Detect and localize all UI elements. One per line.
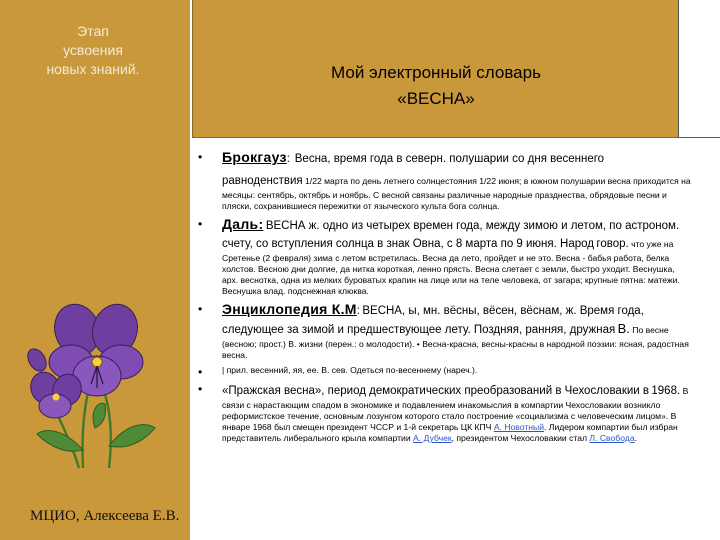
entry-colon: : bbox=[286, 153, 290, 165]
entry-text: весна приходится на месяцы: сентябрь, октябрь и ноябрь. С весной связаны различные народные празднества, обрядовые песни и пляски, сохранившиеся пережитки от языческого культа бога солнца. bbox=[222, 176, 691, 211]
entry-text: 1/22 марта по день летнего солнцестояния 1/22 июня; в южном полушарии bbox=[305, 176, 606, 186]
entry-text: Весна, время года в северн. полушарии со дня весеннего bbox=[294, 153, 605, 165]
title-line-1: Мой электронный словарь bbox=[331, 63, 541, 82]
stage-label-line: новых знаний. bbox=[46, 61, 140, 77]
leaf bbox=[93, 403, 105, 428]
leaf bbox=[37, 431, 83, 452]
header-corner bbox=[678, 0, 720, 138]
entry-prague-spring bbox=[198, 382, 692, 444]
entry-brockhaus bbox=[198, 149, 692, 212]
entry-text: весне (весною; прост.) В. жизни (перен.: о молодости). • Весна-красна, весны-красны в народной поэзии: ясная, радостная весна. bbox=[222, 325, 689, 360]
violet-flower-illustration bbox=[15, 300, 180, 470]
entry-text: В. bbox=[617, 321, 630, 336]
entry-colon: : bbox=[356, 305, 360, 317]
entry-text: . bbox=[634, 433, 637, 443]
bullet: • bbox=[198, 382, 203, 396]
entry-dal bbox=[198, 216, 692, 297]
entry-term: Даль: bbox=[222, 216, 264, 232]
entry-term: Энциклопедия К.М bbox=[222, 301, 357, 317]
entry-term: Брокгауз bbox=[222, 149, 287, 165]
entry-text: говор. bbox=[596, 238, 629, 250]
stage-label-line: усвоения bbox=[63, 42, 123, 58]
entry-text: , президентом Чехословакии стал bbox=[451, 433, 588, 443]
entry-text: 1968. bbox=[651, 385, 681, 397]
link-svoboda[interactable]: Л. Свобода bbox=[589, 433, 635, 443]
entry-encyclopedia bbox=[198, 301, 692, 361]
bullet: • bbox=[198, 217, 203, 231]
link-dubcek[interactable]: А. Дубчек bbox=[413, 433, 452, 443]
entry-text: что уже на Сретенье (2 февраля) зима с летом встретилась. Весна да лето, пройдет и не bbox=[222, 239, 674, 263]
entry-text: . Лидером компартии был избран представитель либерального крыла компартии bbox=[222, 422, 678, 443]
entry-text: ВЕСНА ж. одно из четырех времен года, между зимою и летом, по астроном. счету, со вступления солнца в знак Овна, с 8 марта по 9 июня. Народ bbox=[222, 220, 680, 250]
entry-text: «Пражская весна», период демократических преобразований в Чехословакии в bbox=[222, 385, 649, 397]
bullet: • bbox=[198, 302, 203, 316]
stage-label-line: Этап bbox=[77, 23, 109, 39]
entry-text: это. Весна - бабья работа, белка холстов. Весною дни долгие, да нитка короткая, ленно прясть. Весна слетает с земли, быстро уходит. Веснушка, арх. веснотка, одна из мелких буроватых крапин на лице или на теле человека, от загара; крупные пятна: матежи. Веснушка влад. подснежная клюква. bbox=[222, 253, 680, 296]
author-signature: МЦИО, Алексеева Е.В. bbox=[30, 508, 180, 524]
stage-label bbox=[18, 22, 168, 79]
flower-bud bbox=[24, 346, 50, 375]
bullet: • bbox=[198, 150, 203, 164]
entry-text: | прил. весенний, яя, ее. В. сев. Одеться по-весеннему (нареч.). bbox=[222, 365, 478, 375]
title-line-2: «ВЕСНА» bbox=[397, 89, 475, 108]
entry-text: По bbox=[632, 325, 644, 335]
bullet: • bbox=[198, 365, 203, 379]
slide-title bbox=[193, 60, 679, 112]
dictionary-content bbox=[198, 149, 692, 444]
title-panel bbox=[192, 0, 679, 138]
leaf bbox=[109, 425, 155, 447]
entry-text: равноденствия bbox=[222, 175, 303, 187]
link-novotny[interactable]: А. Новотный bbox=[493, 422, 545, 432]
entry-adjective bbox=[198, 365, 692, 379]
entry-text: ВЕСНА, ы, мн. вёсны, вёсен, вёснам, ж. Время года, следующее за зимой и предшествующее лету. Поздняя, ранняя, дружная bbox=[222, 305, 644, 336]
entry-text: В связи с нарастающим спадом в экономике и подавлением инакомыслия в компартии Чехословакии возникло реформистское течение, основным лозунгом которого стало построение «социализма с человеческим лицом». В январе 1968 был смещен президент ЧССР и 1-й секретарь ЦК КПЧ bbox=[222, 386, 689, 432]
